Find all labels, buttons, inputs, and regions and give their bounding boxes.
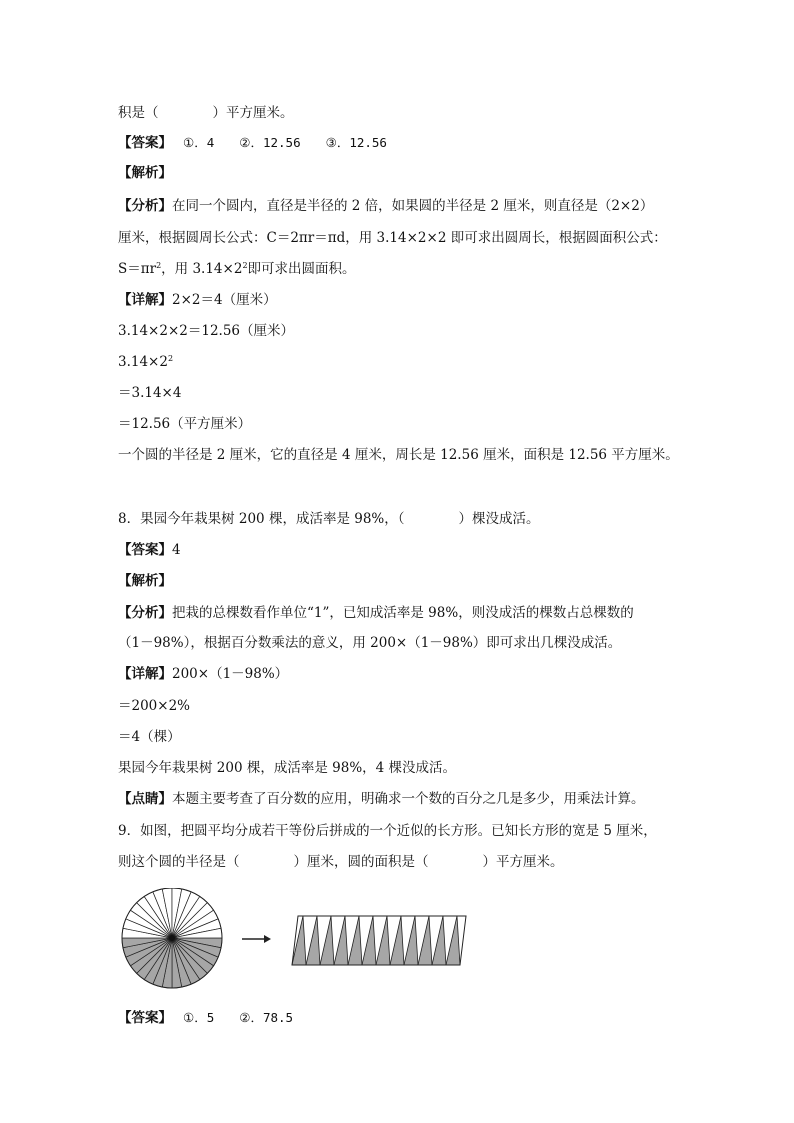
analysis-text: 在同一个圆内，直径是半径的 2 倍，如果圆的半径是 2 厘米，则直径是（2×2） xyxy=(172,198,654,214)
q7-jiexi-heading: 【解析】 xyxy=(118,165,172,181)
q7-question-end: 积是（ ）平方厘米。 xyxy=(118,105,294,121)
q8-step-1: ＝200×2% xyxy=(118,698,190,714)
q7-analysis-line-3 xyxy=(118,260,356,278)
approximate-rectangle xyxy=(292,916,466,965)
step-expression: 3.14×2 xyxy=(118,354,168,370)
area-formula-2: ，用 3.14×2 xyxy=(161,261,243,277)
detail-text: 2×2＝4（厘米） xyxy=(172,292,277,308)
q7-detail-line-1 xyxy=(118,291,277,309)
answer-text: 4 xyxy=(172,542,181,558)
answer-text: ①．5 ②．78.5 xyxy=(183,1010,294,1025)
q8-dianjing xyxy=(118,790,645,808)
gray-sector-piece xyxy=(418,916,432,965)
q9-question-line-2: 则这个圆的半径是（ ）厘米，圆的面积是（ ）平方厘米。 xyxy=(118,854,564,870)
q7-step-4: ＝12.56（平方厘米） xyxy=(118,416,252,432)
gray-sector-piece xyxy=(348,916,362,965)
divided-circle xyxy=(122,888,222,988)
q8-detail-line-1 xyxy=(118,665,288,683)
area-formula-3: 即可求出圆面积。 xyxy=(247,261,356,277)
answer-tag: 【答案】 xyxy=(118,1010,166,1026)
q8-step-2: ＝4（棵） xyxy=(118,729,181,745)
q9-question-line-1: 9．如图，把圆平均分成若干等份后拼成的一个近似的长方形。已知长方形的宽是 5 厘米， xyxy=(118,823,657,839)
answer-tag: 【答案】 xyxy=(118,542,172,558)
gray-sector-piece xyxy=(404,916,418,965)
analysis-text: 把栽的总棵数看作单位“1”，已知成活率是 98%，则没成活的棵数占总棵数的 xyxy=(172,605,634,621)
q7-step-1: 3.14×2×2＝12.56（厘米） xyxy=(118,323,295,339)
gray-sector-piece xyxy=(432,916,446,965)
q8-conclusion: 果园今年栽果树 200 棵，成活率是 98%，4 棵没成活。 xyxy=(118,760,457,776)
q7-answer xyxy=(118,134,387,152)
q7-analysis-line-2: 厘米，根据圆周长公式：C＝2πr＝πd，用 3.14×2×2 即可求出圆周长，根据圆面积公式： xyxy=(118,230,667,246)
gray-sector-piece xyxy=(306,916,320,965)
q7-step-3: ＝3.14×4 xyxy=(118,385,182,401)
q8-answer xyxy=(118,541,181,559)
q8-analysis-line-1 xyxy=(118,604,634,622)
q8-question: 8．果园今年栽果树 200 棵，成活率是 98%，（ ）棵没成活。 xyxy=(118,511,540,527)
analysis-tag: 【分析】 xyxy=(118,605,172,621)
detail-tag: 【详解】 xyxy=(118,666,172,682)
detail-tag: 【详解】 xyxy=(118,292,172,308)
q7-step-2 xyxy=(118,353,173,371)
exponent: 2 xyxy=(167,354,174,363)
gray-sector-piece xyxy=(320,916,334,965)
gray-sector-piece xyxy=(362,916,376,965)
gray-sector-piece xyxy=(292,916,306,965)
analysis-tag: 【分析】 xyxy=(118,198,172,214)
exponent: 2 xyxy=(242,261,248,270)
right-arrow-icon xyxy=(242,935,271,943)
exponent: 2 xyxy=(156,261,162,270)
q7-conclusion: 一个圆的半径是 2 厘米，它的直径是 4 厘米，周长是 12.56 厘米，面积是 12.56 平方厘米。 xyxy=(118,447,679,463)
gray-sector-piece xyxy=(334,916,348,965)
dianjing-tag: 【点睛】 xyxy=(118,791,172,807)
area-formula: S＝πr xyxy=(118,261,157,277)
q8-jiexi-heading: 【解析】 xyxy=(118,573,172,589)
q9-answer xyxy=(118,1009,293,1027)
circle-center xyxy=(169,935,175,941)
q7-analysis-line-1 xyxy=(118,197,653,215)
detail-text: 200×（1－98%） xyxy=(172,666,289,682)
gray-sector-piece xyxy=(446,916,460,965)
answer-text: ①．4 ②．12.56 ③．12.56 xyxy=(183,135,387,150)
q8-analysis-line-2: （1－98%），根据百分数乘法的意义，用 200×（1－98%）即可求出几棵没成活。 xyxy=(118,635,622,651)
circle-to-rectangle-figure xyxy=(118,888,478,998)
gray-sector-piece xyxy=(376,916,390,965)
dianjing-text: 本题主要考查了百分数的应用，明确求一个数的百分之几是多少，用乘法计算。 xyxy=(172,791,645,807)
gray-sector-piece xyxy=(390,916,404,965)
answer-tag: 【答案】 xyxy=(118,135,166,151)
